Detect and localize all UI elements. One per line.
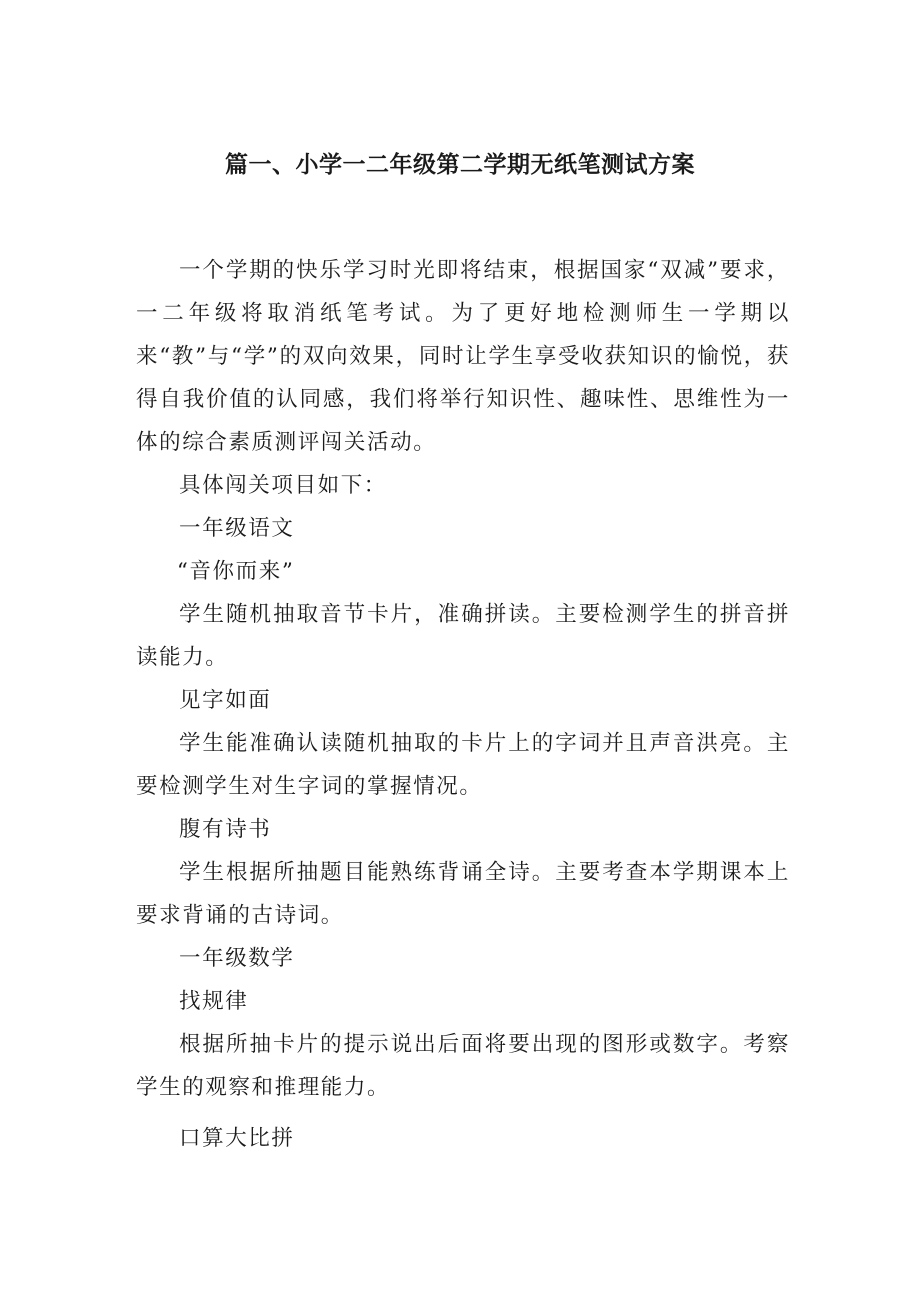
paragraph-project-list-intro: 具体闯关项目如下： [179, 473, 387, 498]
heading-mental-math-contest: 口算大比拼 [179, 1126, 295, 1151]
paragraph-character-test: 学生能准确认读随机抽取的卡片上的字词并且声音洪亮。主要检测学生对生字词的掌握情况。 [136, 731, 790, 799]
paragraph-pattern-test: 根据所抽卡片的提示说出后面将要出现的图形或数字。考察学生的观察和推理能力。 [136, 1032, 790, 1100]
paragraph-pinyin-test: 学生随机抽取音节卡片，准确拼读。主要检测学生的拼音拼读能力。 [136, 602, 790, 670]
paragraph-intro: 一个学期的快乐学习时光即将结束，根据国家“双减”要求，一二年级将取消纸笔考试。为了更好地检测师生一学期以来“教”与“学”的双向效果，同时让学生享受收获知识的愉悦，获得自我价值的认同感，我们将举行知识性、趣味性、思维性为一体的综合素质测评闯关活动。 [136, 258, 790, 455]
paragraph-poetry-test: 学生根据所抽题目能熟练背诵全诗。主要考查本学期课本上要求背诵的古诗词。 [136, 860, 790, 928]
heading-fu-you-shi-shu: 腹有诗书 [179, 817, 272, 842]
document-title: 篇一、小学一二年级第二学期无纸笔测试方案 [225, 152, 695, 178]
heading-jian-zi-ru-mian: 见字如面 [179, 688, 272, 713]
heading-yin-ni-er-lai: “音你而来” [176, 559, 295, 584]
heading-grade1-chinese: 一年级语文 [179, 516, 295, 541]
document-body [136, 249, 790, 1160]
heading-find-pattern: 找规律 [179, 989, 249, 1014]
heading-grade1-math: 一年级数学 [179, 946, 295, 971]
